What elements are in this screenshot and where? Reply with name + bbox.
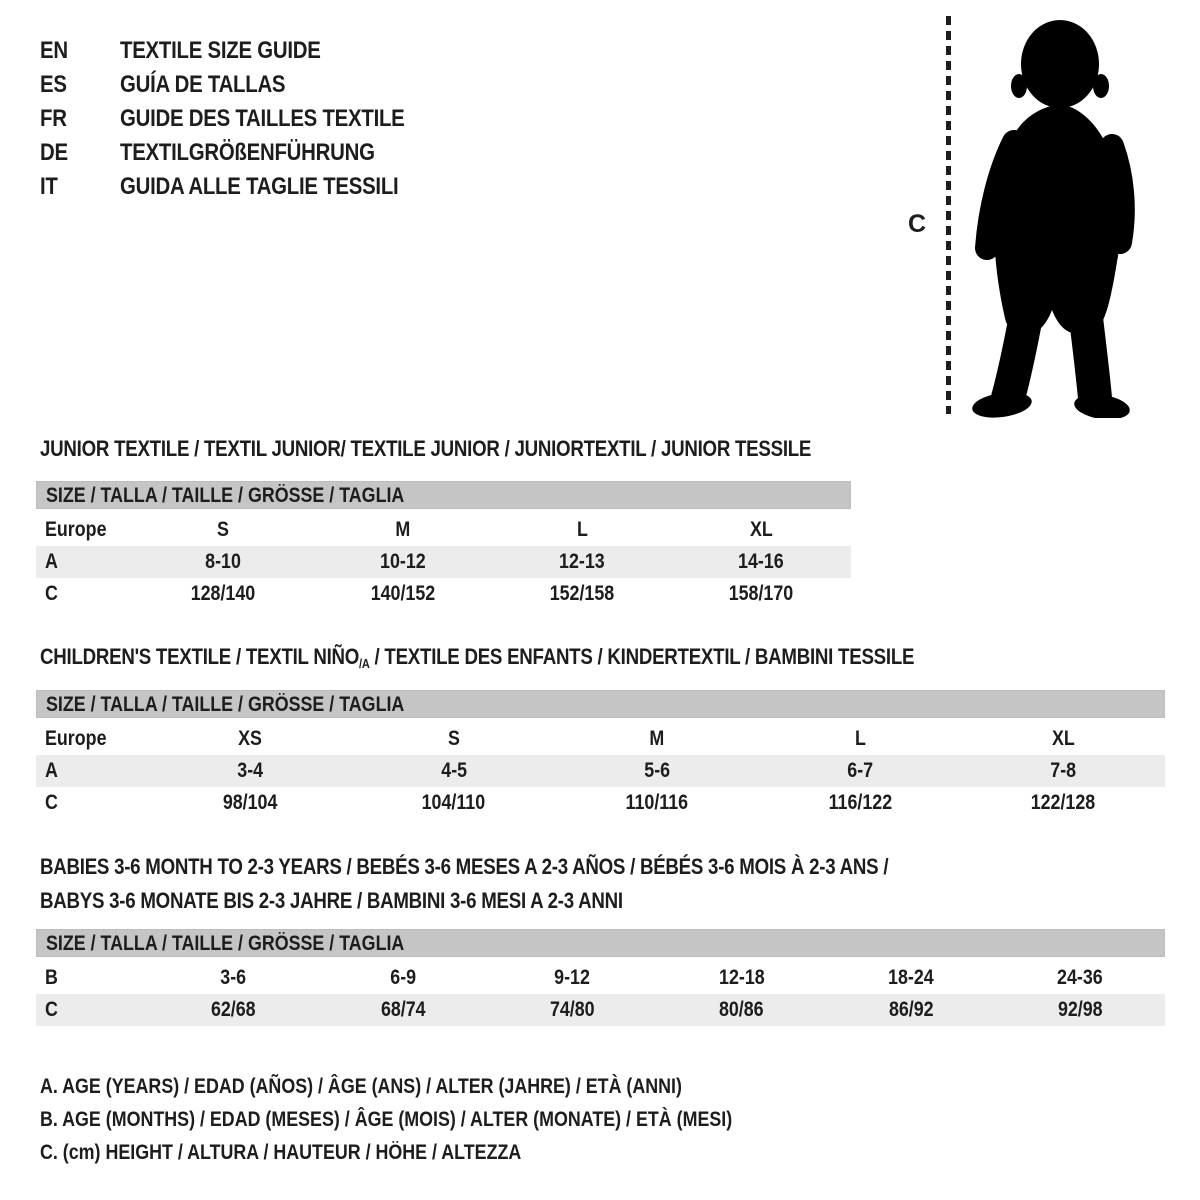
junior-columns-row [36, 514, 851, 546]
size-column-header [492, 518, 671, 542]
row-label-text: A [45, 550, 58, 573]
cell-text: 74/80 [549, 998, 595, 1021]
table-cell [149, 966, 318, 990]
cell-text: 110/116 [625, 791, 689, 814]
row-label-cell [36, 550, 134, 574]
table-cell [318, 966, 487, 990]
size-column-text: L [576, 518, 588, 541]
table-cell [488, 998, 657, 1022]
legend-line-c-text: C. (cm) HEIGHT / ALTURA / HAUTEUR / HÖHE / ALTEZZA [40, 1140, 522, 1164]
row-label-cell [36, 998, 149, 1022]
junior-section-title [40, 436, 947, 462]
language-code-text: FR [40, 105, 67, 132]
junior-section-title-text: JUNIOR TEXTILE / TEXTIL JUNIOR/ TEXTILE JUNIOR / JUNIORTEXTIL / JUNIOR TESSILE [40, 436, 812, 461]
children-title-subscript: /A [359, 656, 370, 671]
table-cell [313, 582, 492, 606]
table-cell [996, 998, 1165, 1022]
language-code [40, 71, 120, 99]
children-section-title [40, 644, 1068, 671]
language-list [40, 34, 455, 204]
language-label: GUIDA ALLE TAGLIE TESSILI [120, 173, 399, 200]
row-label-cell [36, 791, 149, 815]
size-header-label: SIZE / TALLA / TAILLE / GRÖSSE / TAGLIA [46, 484, 405, 507]
language-code-text: DE [40, 139, 68, 166]
size-column-text: S [447, 727, 460, 750]
cell-text: 8-10 [205, 550, 242, 573]
silhouette-leg-right [1086, 318, 1095, 398]
language-code [40, 37, 120, 65]
row-label-cell [36, 966, 149, 990]
language-code-text: ES [40, 71, 67, 98]
babies-size-table [36, 929, 1165, 1026]
table-cell [555, 791, 758, 815]
language-label: GUÍA DE TALLAS [120, 71, 286, 98]
legend [40, 1070, 854, 1169]
size-header-label: SIZE / TALLA / TAILLE / GRÖSSE / TAGLIA [46, 932, 405, 955]
cell-text: 6-9 [389, 966, 416, 989]
table-cell [488, 966, 657, 990]
cell-text: 12-13 [559, 550, 605, 573]
children-section-title-text [40, 644, 914, 671]
cell-text: 152/158 [549, 582, 615, 605]
cell-text: 3-4 [237, 759, 264, 782]
legend-line-b [40, 1103, 854, 1136]
legend-line-c [40, 1136, 854, 1169]
cell-text: 86/92 [888, 998, 934, 1021]
table-cell [313, 550, 492, 574]
table-cell [826, 966, 995, 990]
row-label-text: C [45, 791, 58, 814]
language-code [40, 173, 120, 201]
size-column-header [555, 727, 758, 751]
language-row-en [40, 34, 455, 68]
language-row-fr [40, 102, 455, 136]
row-label-text: C [45, 998, 58, 1021]
table-cell [149, 759, 352, 783]
table-cell [962, 759, 1165, 783]
legend-line-a-text: A. AGE (YEARS) / EDAD (AÑOS) / ÂGE (ANS) / ALTER (JAHRE) / ETÀ (ANNI) [40, 1074, 682, 1098]
children-title-pre: CHILDREN'S TEXTILE / TEXTIL NIÑO [40, 644, 360, 669]
size-column-header [149, 727, 352, 751]
row-label-text: C [45, 582, 58, 605]
size-column-header [672, 518, 851, 542]
babies-title-line1 [40, 850, 1038, 884]
children-title-post: / TEXTILE DES ENFANTS / KINDERTEXTIL / BAMBINI TESSILE [369, 644, 915, 669]
table-cell [492, 550, 671, 574]
size-header-label: SIZE / TALLA / TAILLE / GRÖSSE / TAGLIA [46, 693, 405, 716]
table-cell [672, 582, 851, 606]
table-cell [149, 791, 352, 815]
babies-row-age-months [36, 962, 1165, 994]
size-column-header [759, 727, 962, 751]
size-column-text: S [217, 518, 230, 541]
height-measure-label: C [908, 210, 927, 238]
row-label-cell [36, 759, 149, 783]
table-cell [318, 998, 487, 1022]
cell-text: 14-16 [738, 550, 785, 573]
legend-line-b-text: B. AGE (MONTHS) / EDAD (MESES) / ÂGE (MOIS) / ALTER (MONATE) / ETÀ (MESI) [40, 1107, 733, 1131]
region-header-text: Europe [45, 518, 107, 541]
cell-text: 92/98 [1057, 998, 1103, 1021]
cell-text: 3-6 [220, 966, 247, 989]
silhouette-head [1021, 20, 1099, 108]
cell-text: 140/152 [370, 582, 436, 605]
language-label: GUIDE DES TAILLES TEXTILE [120, 105, 405, 132]
cell-text: 98/104 [223, 791, 278, 814]
cell-text: 104/110 [421, 791, 486, 814]
cell-text: 9-12 [554, 966, 591, 989]
children-columns-row [36, 723, 1165, 755]
size-column-text: L [854, 727, 866, 750]
cell-text: 68/74 [380, 998, 426, 1021]
language-code [40, 105, 120, 133]
table-cell [134, 582, 313, 606]
language-code [40, 139, 120, 167]
table-cell [657, 966, 826, 990]
cell-text: 5-6 [644, 759, 670, 782]
babies-section-title [40, 850, 1038, 918]
cell-text: 6-7 [847, 759, 874, 782]
size-column-text: XL [1051, 727, 1075, 750]
size-column-text: M [395, 518, 411, 541]
region-header-cell [36, 518, 134, 542]
table-cell [657, 998, 826, 1022]
cell-text: 24-36 [1057, 966, 1104, 989]
children-row-height [36, 787, 1165, 819]
cell-text: 80/86 [719, 998, 764, 1021]
silhouette-leg-left [1008, 316, 1026, 398]
silhouette-ear-right [1093, 74, 1109, 98]
table-cell [352, 791, 555, 815]
table-cell [134, 550, 313, 574]
region-header-text: Europe [45, 727, 107, 750]
junior-size-table [36, 481, 851, 610]
table-cell [759, 791, 962, 815]
cell-text: 122/128 [1031, 791, 1096, 814]
babies-size-header-bar [36, 929, 1165, 957]
language-label: TEXTILE SIZE GUIDE [120, 37, 321, 64]
silhouette-arm-right [1112, 146, 1123, 242]
cell-text: 10-12 [379, 550, 426, 573]
region-header-cell [36, 727, 149, 751]
junior-row-height [36, 578, 851, 610]
junior-size-header-bar [36, 481, 851, 509]
row-label-text: B [45, 966, 58, 989]
cell-text: 18-24 [888, 966, 934, 989]
table-cell [672, 550, 851, 574]
table-cell [826, 998, 995, 1022]
size-column-header [352, 727, 555, 751]
size-column-header [134, 518, 313, 542]
cell-text: 4-5 [440, 759, 467, 782]
table-cell [962, 791, 1165, 815]
table-cell [352, 759, 555, 783]
language-row-de [40, 136, 455, 170]
language-code-text: EN [40, 37, 68, 64]
size-column-header [962, 727, 1165, 751]
cell-text: 62/68 [211, 998, 256, 1021]
children-size-table [36, 690, 1165, 819]
babies-title-line1-text: BABIES 3-6 MONTH TO 2-3 YEARS / BEBÉS 3-6 MESES A 2-3 AÑOS / BÉBÉS 3-6 MOIS À 2-3 ANS / [40, 854, 889, 879]
size-column-text: XS [238, 727, 263, 750]
table-cell [759, 759, 962, 783]
children-size-header-bar [36, 690, 1165, 718]
table-cell [996, 966, 1165, 990]
cell-text: 116/122 [828, 791, 892, 814]
babies-row-height [36, 994, 1165, 1026]
cell-text: 12-18 [718, 966, 765, 989]
baby-silhouette-icon [962, 18, 1140, 418]
babies-title-line2-text: BABYS 3-6 MONATE BIS 2-3 JAHRE / BAMBINI 3-6 MESI A 2-3 ANNI [40, 888, 623, 913]
cell-text: 128/140 [191, 582, 256, 605]
junior-row-age [36, 546, 851, 578]
legend-line-a [40, 1070, 854, 1103]
size-column-text: XL [749, 518, 773, 541]
table-cell [492, 582, 671, 606]
table-cell [149, 998, 318, 1022]
size-column-text: M [649, 727, 665, 750]
row-label-text: A [45, 759, 58, 782]
language-code-text: IT [40, 173, 58, 200]
table-cell [555, 759, 758, 783]
height-dashed-line [946, 16, 951, 414]
language-row-it [40, 170, 455, 204]
cell-text: 7-8 [1050, 759, 1077, 782]
language-label: TEXTILGRÖßENFÜHRUNG [120, 139, 375, 166]
silhouette-ear-left [1011, 74, 1027, 98]
row-label-cell [36, 582, 134, 606]
babies-title-line2 [40, 884, 1038, 918]
size-column-header [313, 518, 492, 542]
children-row-age [36, 755, 1165, 787]
language-row-es [40, 68, 455, 102]
cell-text: 158/170 [729, 582, 794, 605]
